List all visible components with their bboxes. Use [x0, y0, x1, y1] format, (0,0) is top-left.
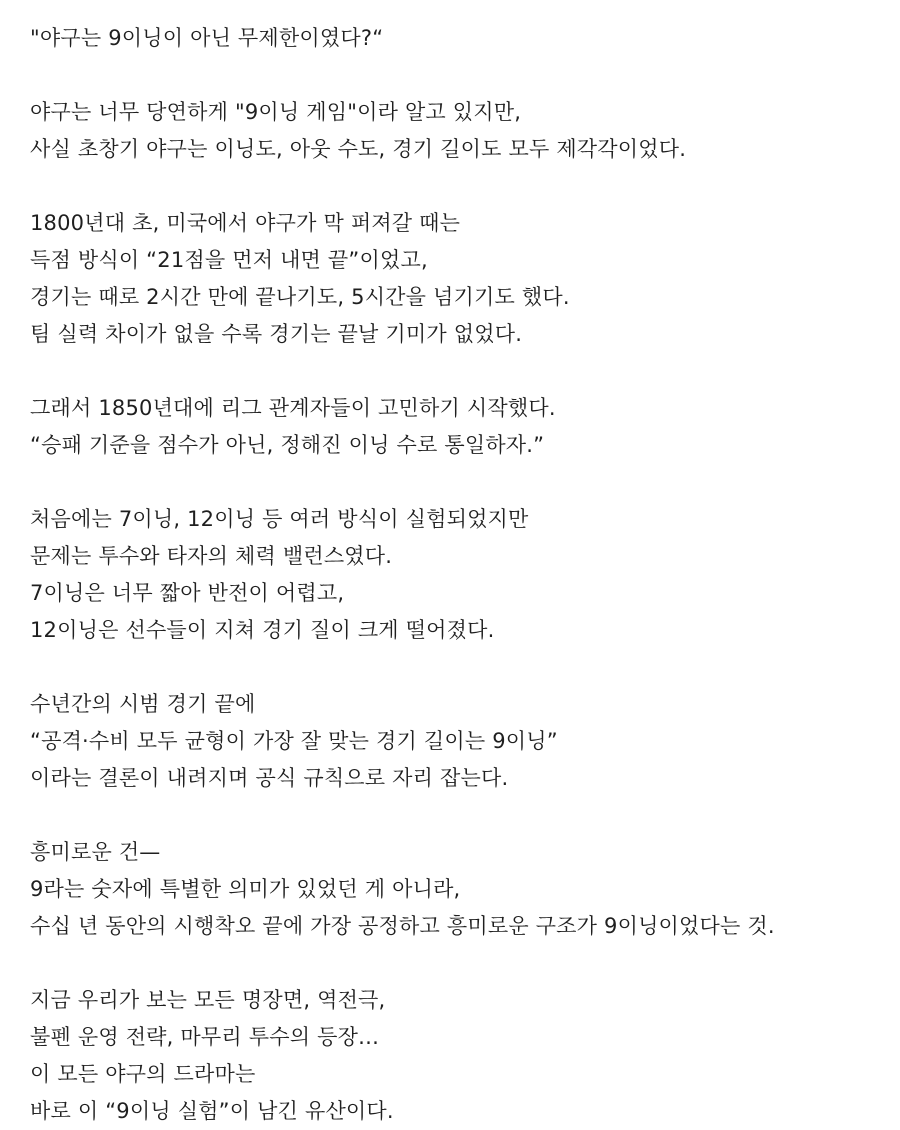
paragraph-line: 이 모든 야구의 드라마는 [30, 1062, 256, 1086]
paragraph-1 [30, 94, 890, 168]
paragraph-2 [30, 205, 890, 353]
paragraph-6 [30, 834, 890, 945]
article-title: "야구는 9이닝이 아닌 무제한이였다?“ [30, 26, 384, 50]
paragraph-7 [30, 982, 890, 1130]
paragraph-line: 그래서 1850년대에 리그 관계자들이 고민하기 시작했다. [30, 396, 556, 420]
paragraph-4 [30, 501, 890, 649]
paragraph-line: “공격·수비 모두 균형이 가장 잘 맞는 경기 길이는 9이닝” [30, 729, 558, 753]
paragraph-line: 흥미로운 건— [30, 840, 161, 864]
paragraph-line: 지금 우리가 보는 모든 명장면, 역전극, [30, 988, 386, 1012]
paragraph-line: 바로 이 “9이닝 실험”이 남긴 유산이다. [30, 1099, 394, 1123]
paragraph-5 [30, 686, 890, 797]
paragraph-line: 수십 년 동안의 시행착오 끝에 가장 공정하고 흥미로운 구조가 9이닝이었다는 것. [30, 914, 775, 938]
paragraph-line: 문제는 투수와 타자의 체력 밸런스였다. [30, 544, 393, 568]
paragraph-line: 득점 방식이 “21점을 먼저 내면 끝”이었고, [30, 248, 428, 272]
paragraph-line: 불펜 운영 전략, 마무리 투수의 등장… [30, 1025, 380, 1049]
paragraph-line: 이라는 결론이 내려지며 공식 규칙으로 자리 잡는다. [30, 766, 509, 790]
paragraph-line: 1800년대 초, 미국에서 야구가 막 퍼져갈 때는 [30, 211, 461, 235]
paragraph-line: “승패 기준을 점수가 아닌, 정해진 이닝 수로 통일하자.” [30, 433, 545, 457]
paragraph-line: 수년간의 시범 경기 끝에 [30, 692, 256, 716]
paragraph-line: 처음에는 7이닝, 12이닝 등 여러 방식이 실험되었지만 [30, 507, 529, 531]
paragraph-line: 팀 실력 차이가 없을 수록 경기는 끝날 기미가 없었다. [30, 322, 523, 346]
paragraph-line: 야구는 너무 당연하게 "9이닝 게임"이라 알고 있지만, [30, 100, 522, 124]
paragraph-line: 경기는 때로 2시간 만에 끝나기도, 5시간을 넘기기도 했다. [30, 285, 570, 309]
paragraph-line: 7이닝은 너무 짧아 반전이 어렵고, [30, 581, 345, 605]
article-body [30, 20, 890, 1130]
paragraph-line: 9라는 숫자에 특별한 의미가 있었던 게 아니라, [30, 877, 461, 901]
paragraph-line: 12이닝은 선수들이 지쳐 경기 질이 크게 떨어졌다. [30, 618, 495, 642]
paragraph-3 [30, 390, 890, 464]
paragraph-line: 사실 초창기 야구는 이닝도, 아웃 수도, 경기 길이도 모두 제각각이었다. [30, 137, 687, 161]
